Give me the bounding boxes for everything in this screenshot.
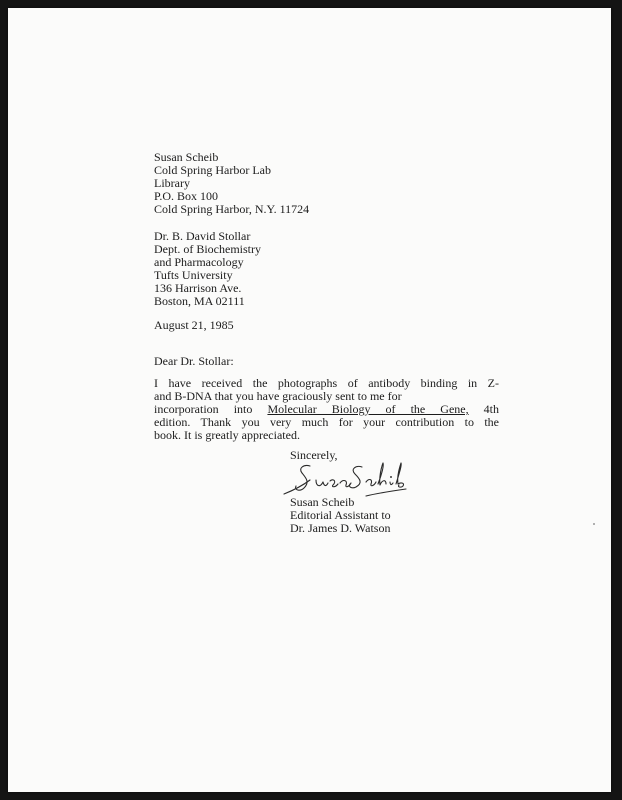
signer-boss: Dr. James D. Watson (290, 521, 391, 535)
closing: Sincerely, (290, 448, 338, 462)
sender-city: Cold Spring Harbor, N.Y. 11724 (154, 202, 310, 216)
signer-block (290, 496, 391, 535)
recipient-name: Dr. B. David Stollar (154, 229, 251, 243)
body-line-3-post: 4th (483, 402, 500, 416)
recipient-dept-1: Dept. of Biochemistry (154, 242, 261, 256)
recipient-dept-2: and Pharmacology (154, 255, 244, 269)
body-line-5: book. It is greatly appreciated. (154, 428, 300, 442)
sender-name: Susan Scheib (154, 150, 219, 164)
sender-address (154, 151, 309, 216)
sender-org: Cold Spring Harbor Lab (154, 163, 271, 177)
body-line-2: and B-DNA that you have graciously sent to me for (154, 389, 402, 403)
signer-title: Editorial Assistant to (290, 508, 391, 522)
paper-speck (593, 523, 595, 525)
recipient-street: 136 Harrison Ave. (154, 281, 242, 295)
letter-date: August 21, 1985 (154, 318, 234, 332)
signer-name: Susan Scheib (290, 495, 355, 509)
sender-dept: Library (154, 176, 190, 190)
letter-paper (8, 8, 611, 792)
body-line-3-pre: incorporation into (154, 402, 253, 416)
sender-box: P.O. Box 100 (154, 189, 219, 203)
book-title: Molecular Biology of the Gene, (267, 402, 469, 416)
recipient-address (154, 230, 261, 308)
letter-body (154, 377, 499, 442)
body-line-4: edition. Thank you very much for your contribution to the (154, 415, 499, 429)
body-line-1: I have received the photographs of antibody binding in Z- (154, 376, 499, 390)
salutation: Dear Dr. Stollar: (154, 354, 234, 368)
recipient-city: Boston, MA 02111 (154, 294, 245, 308)
recipient-institution: Tufts University (154, 268, 233, 282)
handwritten-signature (280, 456, 425, 500)
